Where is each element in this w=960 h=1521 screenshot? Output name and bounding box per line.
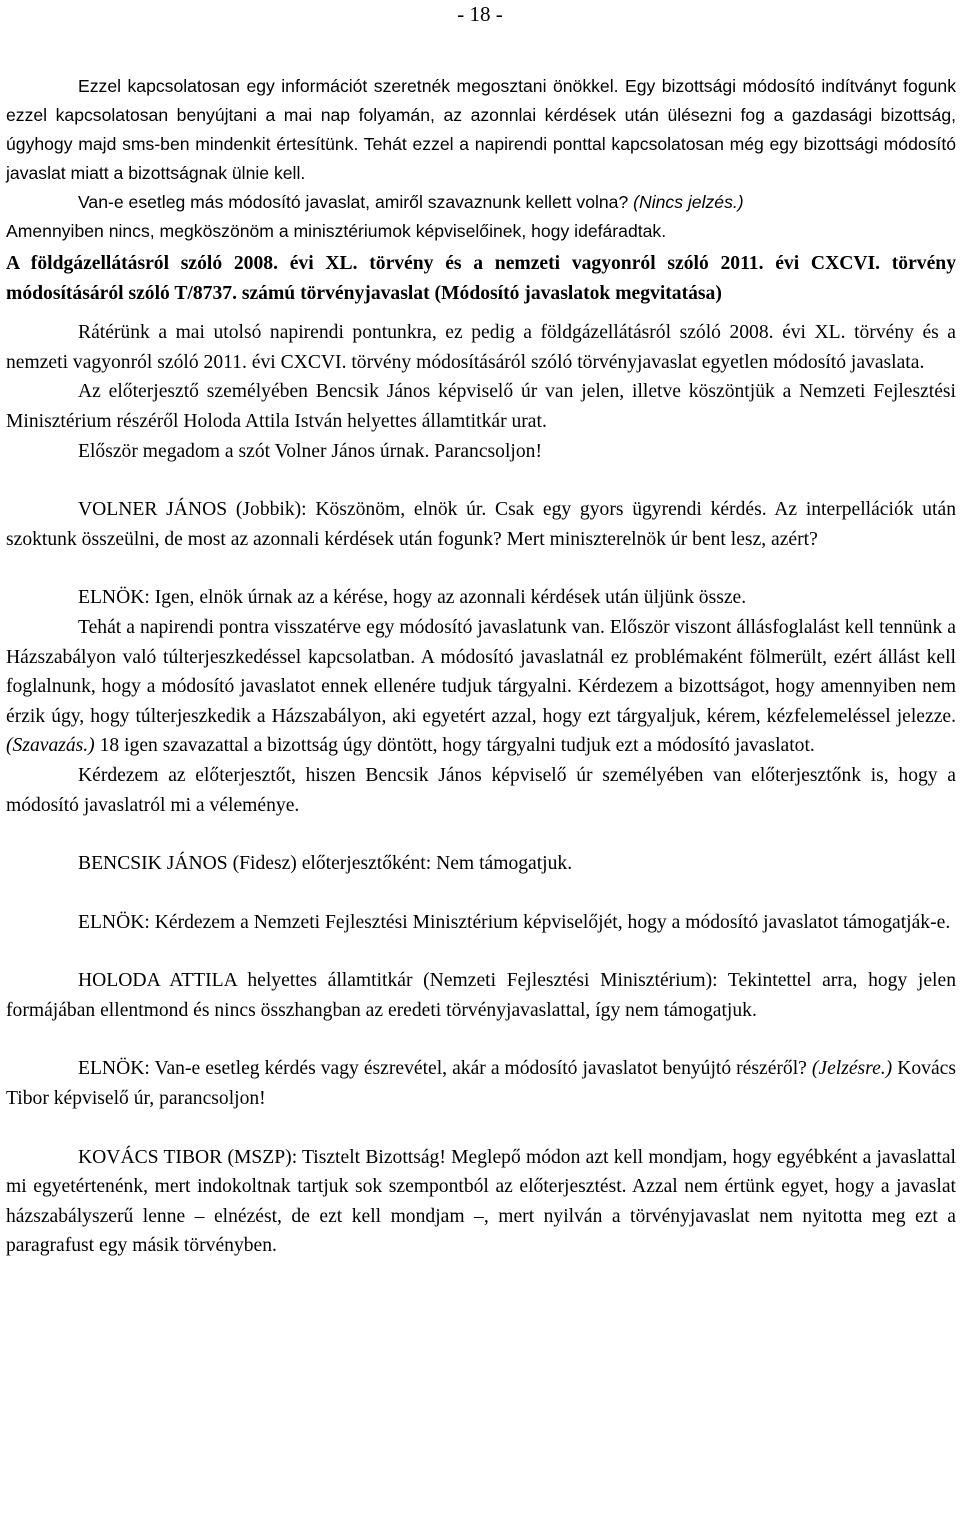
chair-3-text-b: Kovács Tibor képviselő úr, parancsoljon! <box>6 1058 956 1110</box>
vote-text-a: Tehát a napirendi pontra visszatérve egy módosító javaslatunk van. Először viszont állásfoglalást kell tennünk a Házszabályon való túlterjeszkedéssel kapcsolatban. A módosító javaslatnál ez problémaként fölmerült, ezért állást kell foglalnunk, hogy a módosító javaslatot ennek ellenére tudjuk tárgyalni. Kérdezem a bizottságot, hogy amennyiben nem érzik úgy, hogy túlterjeszkedik a Házszabályon, aki egyetért azzal, hogy ezt tárgyaljuk, kérem, kézfelemeléssel jelezze. <box>6 616 956 727</box>
speech-chair-1: ELNÖK: Igen, elnök úrnak az a kérése, hogy az azonnali kérdések után üljünk össze. <box>78 587 747 609</box>
paragraph-question <box>6 188 956 217</box>
stage-note-signal: (Jelzésre.) <box>811 1058 893 1080</box>
paragraph-thanks: Amennyiben nincs, megköszönöm a minisztériumok képviselőinek, hogy idefáradtak. <box>6 221 667 241</box>
paragraph-floor-volner: Először megadom a szót Volner János úrnak. Parancsoljon! <box>78 440 542 462</box>
stage-note-no-signal: (Nincs jelzés.) <box>633 192 744 212</box>
chair-3-text-a: ELNÖK: Van-e esetleg kérdés vagy észrevétel, akár a módosító javaslatot benyújtó részéről? <box>78 1058 807 1080</box>
agenda-heading: A földgázellátásról szóló 2008. évi XL. törvény és a nemzeti vagyonról szóló 2011. évi CXCVI. törvény módosításáról szóló T/8737. számú törvényjavaslat (Módosító javaslatok megvitatása) <box>6 253 956 304</box>
speech-chair-question-presenter: Kérdezem az előterjesztőt, hiszen Bencsik János képviselő úr személyében van előterjesztőnk is, hogy a módosító javaslatról mi a véleménye. <box>6 764 956 816</box>
paragraph-agenda-intro: Rátérünk a mai utolsó napirendi pontunkra, ez pedig a földgázellátásról szóló 2008. évi XL. törvény és a nemzeti vagyonról szóló 2011. évi CXCVI. törvény módosításáról szóló törvényjavaslat egyetlen módosító javaslata. <box>6 322 956 373</box>
stage-note-vote: (Szavazás.) <box>6 735 95 757</box>
question-text: Van-e esetleg más módosító javaslat, amiről szavaznunk kellett volna? <box>78 192 629 212</box>
speech-volner: VOLNER JÁNOS (Jobbik): Köszönöm, elnök úr. Csak egy gyors ügyrendi kérdés. Az interpellációk után szoktunk összeülni, de most az azonnali kérdések után fogunk? Mert miniszterelnök úr bent lesz, azért? <box>6 499 956 550</box>
speech-kovacs: KOVÁCS TIBOR (MSZP): Tisztelt Bizottság! Meglepő módon azt kell mondjam, hogy egyébként a javaslattal mi egyetértenénk, mert indokoltnak tartjuk sok szempontból az előterjesztést. Azzal nem értünk egyet, hogy a javaslat házszabályszerű lenne – elnézést, de ezt kell mondjam –, mert nyilván a törvényjavaslat nem nyitotta meg ezt a paragrafust egy másik törvényben. <box>6 1146 956 1257</box>
paragraph-presenter: Az előterjesztő személyében Bencsik János képviselő úr van jelen, illetve köszöntjük a Nemzeti Fejlesztési Minisztérium részéről Holoda Attila István helyettes államtitkár urat. <box>6 381 956 432</box>
page-number: - 18 - <box>457 2 503 26</box>
speech-chair-3 <box>6 1054 956 1113</box>
speech-bencsik: BENCSIK JÁNOS (Fidesz) előterjesztőként: Nem támogatjuk. <box>78 853 573 875</box>
vote-text-b: 18 igen szavazattal a bizottság úgy döntött, hogy tárgyalni tudjuk ezt a módosító javaslatot. <box>99 735 815 757</box>
paragraph-intro: Ezzel kapcsolatosan egy információt szeretnék megosztani önökkel. Egy bizottsági módosító indítványt fogunk ezzel kapcsolatosan benyújtani a mai nap folyamán, az azonnlai kérdések után ülésezni fog a gazdasági bizottság, úgyhogy majd sms-ben mindenkit értesítünk. Tehát ezzel a napirendi ponttal kapcsolatosan még egy bizottsági módosító javaslat miatt a bizottságnak ülnie kell. <box>6 76 956 183</box>
document-body <box>6 72 956 1261</box>
speech-chair-vote <box>6 613 956 761</box>
speech-chair-2: ELNÖK: Kérdezem a Nemzeti Fejlesztési Minisztérium képviselőjét, hogy a módosító javaslatot támogatják-e. <box>78 911 951 933</box>
speech-holoda: HOLODA ATTILA helyettes államtitkár (Nemzeti Fejlesztési Minisztérium): Tekintettel arra, hogy jelen formájában ellentmond és nincs összhangban az eredeti törvényjavaslattal, így nem támogatjuk. <box>6 970 956 1021</box>
